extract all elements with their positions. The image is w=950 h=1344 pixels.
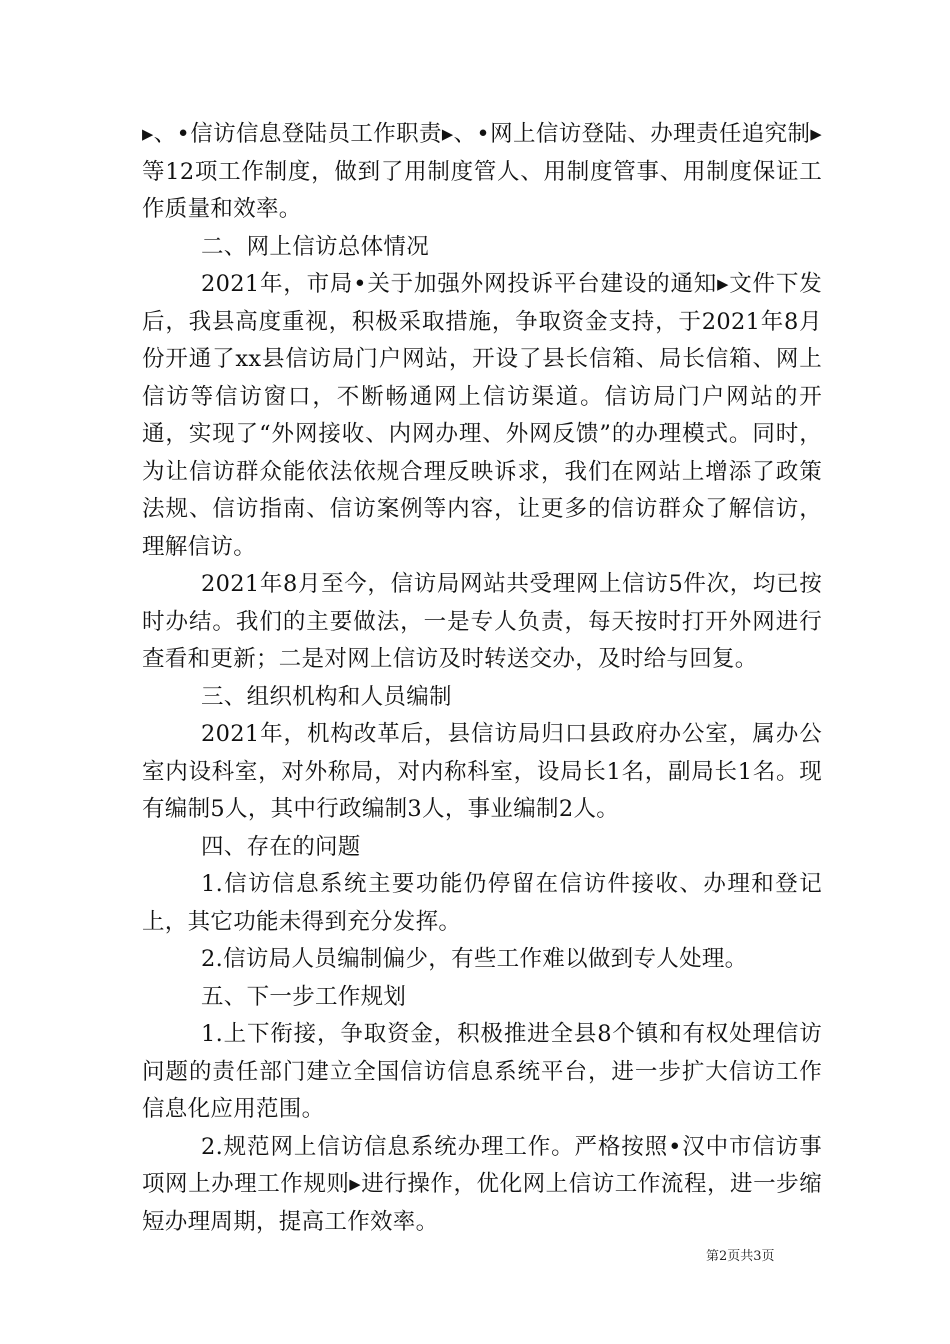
section-heading-5: 五、下一步工作规划 [201,983,407,1010]
page-number: 第2页共3页 [706,1249,775,1264]
section-heading-2: 二、网上信访总体情况 [201,233,430,260]
paragraph-handling: 2021年8月至今，信访局网站共受理网上信访5件次，均已按时办结。我们的主要做法，一是专人负责，每天按时打开外网进行查看和更新；二是对网上信访及时转送交办，及时给与回复。 [142,571,822,672]
paragraph-plan-1: 1.上下衔接，争取资金，积极推进全县8个镇和有权处理信访问题的责任部门建立全国信访信息系统平台，进一步扩大信访工作信息化应用范围。 [142,1021,822,1122]
paragraph-overview: 2021年，市局•关于加强外网投诉平台建设的通知▸文件下发后，我县高度重视，积极采取措施，争取资金支持，于2021年8月份开通了xx县信访局门户网站，开设了县长信箱、局长信箱、网上信访等信访窗口，不断畅通网上信访渠道。信访局门户网站的开通，实现了“外网接收、内网办理、外网反馈”的办理模式。同时，为让信访群众能依法依规合理反映诉求，我们在网站上增添了政策法规、信访指南、信访案例等内容，让更多的信访群众了解信访，理解信访。 [142,271,822,560]
section-heading-4: 四、存在的问题 [201,833,361,860]
paragraph-problem-2: 2.信访局人员编制偏少，有些工作难以做到专人处理。 [201,946,748,972]
paragraph-plan-2: 2.规范网上信访信息系统办理工作。严格按照•汉中市信访事项网上办理工作规则▸进行操作，优化网上信访工作流程，进一步缩短办理周期，提高工作效率。 [142,1133,822,1235]
section-heading-3: 三、组织机构和人员编制 [201,683,452,710]
paragraph-continuation: ▸、•信访信息登陆员工作职责▸、•网上信访登陆、办理责任追究制▸等12项工作制度，做到了用制度管人、用制度管事、用制度保证工作质量和效率。 [142,121,822,222]
paragraph-problem-1: 1.信访信息系统主要功能仍停留在信访件接收、办理和登记上，其它功能未得到充分发挥。 [142,871,822,935]
paragraph-organization: 2021年，机构改革后，县信访局归口县政府办公室，属办公室内设科室，对外称局，对内称科室，设局长1名，副局长1名。现有编制5人，其中行政编制3人，事业编制2人。 [142,721,822,822]
document-body [142,116,822,1241]
